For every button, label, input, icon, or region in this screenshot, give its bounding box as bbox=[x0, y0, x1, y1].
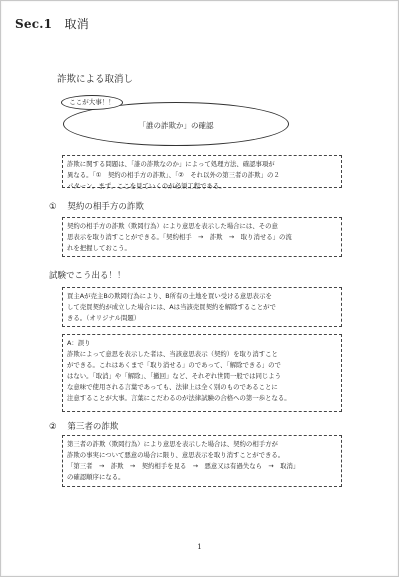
box-line: 注意することが大事。言葉にこだわるのが法律試験の合格への第一歩となる。 bbox=[67, 394, 291, 402]
box-line: して売買契約が成立した場合には、Aは当該売買契約を解除することがで bbox=[67, 303, 276, 311]
subheading-counterparty-fraud bbox=[49, 200, 144, 212]
counterparty-fraud-box bbox=[62, 217, 342, 257]
box-line: きる。（オリジナル問題） bbox=[67, 314, 141, 322]
intro-box bbox=[62, 155, 342, 188]
box-line: れを把握しておこう。 bbox=[67, 244, 131, 252]
box-line: 「第三者 → 詐欺 → 契約相手を見る → 悪意又は有過失なら → 取消」 bbox=[67, 462, 300, 470]
subheading-title: 第三者の詐欺 bbox=[67, 422, 119, 432]
subheading-title: 試験でこう出る！！ bbox=[49, 271, 126, 281]
answer-box bbox=[62, 334, 342, 412]
intro-line: 異なる。「① 契約の相手方の詐欺」、「② それ以外の第三者の詐欺」の２ bbox=[67, 171, 280, 179]
intro-line: パターン。まず、ここを見ていくのが必須工程である。 bbox=[67, 182, 226, 190]
exam-question-box bbox=[62, 287, 342, 327]
box-line: 第三者の詐欺（欺罔行為）により意思を表示した場合は、契約の相手方が bbox=[67, 440, 278, 448]
box-line: な意味で使用される言葉であっても、法律上は全く別のものであることに bbox=[67, 383, 278, 391]
callout-label: ここが大事！！ bbox=[61, 95, 123, 110]
subheading-marker: ① bbox=[49, 202, 57, 212]
box-line: ができる。これはあくまで「取り消せる」のであって、「解除できる」ので bbox=[67, 361, 281, 369]
section-number: Sec.1 bbox=[15, 17, 53, 31]
box-line: 契約の相手方の詐欺（欺罔行為）により意思を表示した場合には、その意 bbox=[67, 222, 278, 230]
subheading-marker: ② bbox=[49, 422, 57, 432]
subheading-exam-question bbox=[49, 269, 126, 281]
box-line: A：誤り bbox=[67, 339, 91, 347]
section-header bbox=[15, 15, 89, 32]
section-title: 取消 bbox=[64, 17, 89, 31]
intro-line: 詐欺に関する問題は、「誰の詐欺なのか」によって処理方法、確認事項が bbox=[67, 160, 275, 168]
box-line: 詐欺の事実について悪意の場合に限り、意思表示を取り消すことができる。 bbox=[67, 451, 285, 459]
third-party-fraud-box bbox=[62, 435, 342, 487]
page-heading: 詐欺による取消し bbox=[57, 74, 134, 85]
page-number: 1 bbox=[197, 543, 202, 551]
subheading-third-party-fraud bbox=[49, 420, 118, 432]
box-line: 詐欺によって意思を表示した者は、当該意思表示（契約）を取り消すこと bbox=[67, 350, 278, 358]
box-line: はない。「取消」や「解除」、「撤回」など、それぞれ世間一般では同じよう bbox=[67, 372, 282, 380]
box-line: の確認順序になる。 bbox=[67, 473, 125, 481]
subheading-title: 契約の相手方の詐欺 bbox=[67, 202, 144, 212]
callout-title: 「誰の詐欺か」の確認 bbox=[138, 121, 214, 130]
box-line: 思表示を取り消すことができる。「契約相手 → 詐欺 → 取り消せる」の流 bbox=[67, 233, 292, 241]
box-line: 買主Aが売主Bの欺罔行為により、B所有の土地を買い受ける意思表示を bbox=[67, 292, 272, 300]
